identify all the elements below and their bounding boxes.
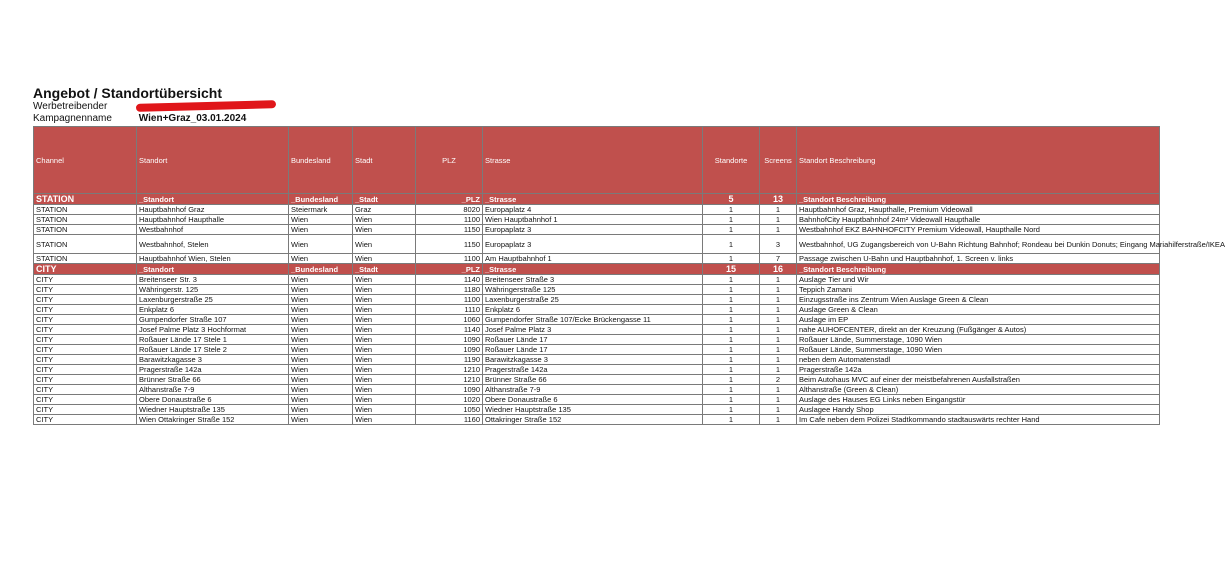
cell-channel: CITY	[34, 305, 137, 315]
cell-screens: 1	[760, 345, 797, 355]
advertiser-label: Werbetreibender	[33, 101, 108, 112]
cell-strasse: Wiedner Hauptstraße 135	[483, 405, 703, 415]
column-header-channel: Channel	[34, 127, 137, 194]
cell-beschreibung: Auslage im EP	[797, 315, 1160, 325]
cell-beschreibung: nahe AUHOFCENTER, direkt an der Kreuzung (Fußgänger & Autos)	[797, 325, 1160, 335]
summary-cell-bundesland: _Bundesland	[289, 194, 353, 205]
table-row	[34, 365, 1160, 375]
summary-cell-screens: 16	[760, 264, 797, 275]
table-row	[34, 305, 1160, 315]
cell-bundesland: Wien	[289, 345, 353, 355]
table-row	[34, 205, 1160, 215]
cell-standorte: 1	[703, 305, 760, 315]
cell-bundesland: Wien	[289, 254, 353, 264]
cell-beschreibung: Im Cafe neben dem Polizei Stadtkommando stadtauswärts rechter Hand	[797, 415, 1160, 425]
cell-bundesland: Wien	[289, 305, 353, 315]
cell-channel: CITY	[34, 345, 137, 355]
cell-standort: Obere Donaustraße 6	[137, 395, 289, 405]
cell-standorte: 1	[703, 325, 760, 335]
cell-stadt: Wien	[353, 315, 416, 325]
cell-bundesland: Wien	[289, 365, 353, 375]
cell-screens: 1	[760, 295, 797, 305]
table-row	[34, 225, 1160, 235]
campaign-value: Wien+Graz_03.01.2024	[138, 113, 247, 124]
cell-beschreibung: Auslage Tier und Wir	[797, 275, 1160, 285]
cell-standort: Währingerstr. 125	[137, 285, 289, 295]
table-row	[34, 415, 1160, 425]
cell-channel: CITY	[34, 405, 137, 415]
table-row	[34, 335, 1160, 345]
cell-channel: CITY	[34, 355, 137, 365]
cell-standort: Althanstraße 7-9	[137, 385, 289, 395]
cell-beschreibung: Westbahnhof, UG Zugangsbereich von U-Bahn Richtung Bahnhof; Rondeau bei Dunkin Donuts; Eingang Mariahilferstraße/IKEA	[797, 235, 1160, 254]
table-row	[34, 275, 1160, 285]
cell-stadt: Wien	[353, 305, 416, 315]
cell-strasse: Europaplatz 3	[483, 235, 703, 254]
cell-standorte: 1	[703, 225, 760, 235]
cell-standorte: 1	[703, 235, 760, 254]
cell-screens: 1	[760, 405, 797, 415]
cell-standorte: 1	[703, 295, 760, 305]
section-summary-row	[34, 194, 1160, 205]
cell-standort: Gumpendorfer Straße 107	[137, 315, 289, 325]
table-row	[34, 235, 1160, 254]
summary-cell-channel: CITY	[34, 264, 137, 275]
cell-stadt: Wien	[353, 225, 416, 235]
cell-standort: Brünner Straße 66	[137, 375, 289, 385]
cell-stadt: Wien	[353, 395, 416, 405]
cell-plz: 8020	[416, 205, 483, 215]
summary-cell-plz: _PLZ	[416, 264, 483, 275]
cell-bundesland: Wien	[289, 325, 353, 335]
campaign-label: Kampagnenname	[33, 113, 112, 124]
cell-beschreibung: BahnhofCity Hauptbahnhof 24m² Videowall Haupthalle	[797, 215, 1160, 225]
cell-strasse: Brünner Straße 66	[483, 375, 703, 385]
cell-stadt: Wien	[353, 275, 416, 285]
cell-plz: 1210	[416, 365, 483, 375]
cell-screens: 1	[760, 225, 797, 235]
cell-standorte: 1	[703, 405, 760, 415]
cell-stadt: Wien	[353, 325, 416, 335]
cell-screens: 1	[760, 355, 797, 365]
cell-channel: STATION	[34, 254, 137, 264]
summary-cell-screens: 13	[760, 194, 797, 205]
cell-screens: 1	[760, 275, 797, 285]
cell-plz: 1090	[416, 385, 483, 395]
campaign-row	[33, 113, 1159, 125]
cell-bundesland: Wien	[289, 355, 353, 365]
cell-stadt: Wien	[353, 285, 416, 295]
cell-strasse: Althanstraße 7-9	[483, 385, 703, 395]
cell-strasse: Am Hauptbahnhof 1	[483, 254, 703, 264]
cell-standorte: 1	[703, 315, 760, 325]
column-header-plz: PLZ	[416, 127, 483, 194]
cell-stadt: Wien	[353, 375, 416, 385]
cell-screens: 1	[760, 305, 797, 315]
cell-screens: 1	[760, 285, 797, 295]
cell-beschreibung: Hauptbahnhof Graz, Haupthalle, Premium Videowall	[797, 205, 1160, 215]
cell-bundesland: Wien	[289, 375, 353, 385]
cell-beschreibung: Auslage Green & Clean	[797, 305, 1160, 315]
cell-bundesland: Wien	[289, 315, 353, 325]
table-row	[34, 345, 1160, 355]
cell-stadt: Wien	[353, 405, 416, 415]
cell-plz: 1050	[416, 405, 483, 415]
cell-strasse: Barawitzkagasse 3	[483, 355, 703, 365]
cell-standort: Barawitzkagasse 3	[137, 355, 289, 365]
column-header-stadt: Stadt	[353, 127, 416, 194]
summary-cell-stadt: _Stadt	[353, 194, 416, 205]
cell-beschreibung: Beim Autohaus MVC auf einer der meistbefahrenen Ausfallstraßen	[797, 375, 1160, 385]
cell-strasse: Breitenseer Straße 3	[483, 275, 703, 285]
cell-standorte: 1	[703, 285, 760, 295]
cell-channel: STATION	[34, 215, 137, 225]
cell-plz: 1100	[416, 254, 483, 264]
cell-stadt: Wien	[353, 355, 416, 365]
cell-channel: CITY	[34, 375, 137, 385]
table-row	[34, 254, 1160, 264]
cell-strasse: Ottakringer Straße 152	[483, 415, 703, 425]
summary-cell-plz: _PLZ	[416, 194, 483, 205]
cell-standorte: 1	[703, 335, 760, 345]
table-row	[34, 285, 1160, 295]
cell-channel: CITY	[34, 275, 137, 285]
cell-beschreibung: Auslage des Hauses EG Links neben Eingangstür	[797, 395, 1160, 405]
cell-bundesland: Wien	[289, 295, 353, 305]
cell-standort: Westbahnhof, Stelen	[137, 235, 289, 254]
summary-cell-standort: _Standort	[137, 264, 289, 275]
cell-stadt: Wien	[353, 254, 416, 264]
cell-beschreibung: Pragerstraße 142a	[797, 365, 1160, 375]
cell-screens: 3	[760, 235, 797, 254]
cell-stadt: Wien	[353, 215, 416, 225]
cell-standort: Wiedner Hauptstraße 135	[137, 405, 289, 415]
cell-standort: Josef Palme Platz 3 Hochformat	[137, 325, 289, 335]
cell-standorte: 1	[703, 395, 760, 405]
cell-bundesland: Wien	[289, 275, 353, 285]
cell-plz: 1020	[416, 395, 483, 405]
cell-standort: Hauptbahnhof Graz	[137, 205, 289, 215]
table-row	[34, 385, 1160, 395]
cell-channel: CITY	[34, 325, 137, 335]
cell-standort: Roßauer Lände 17 Stele 1	[137, 335, 289, 345]
cell-plz: 1060	[416, 315, 483, 325]
cell-standorte: 1	[703, 365, 760, 375]
cell-plz: 1190	[416, 355, 483, 365]
cell-plz: 1150	[416, 235, 483, 254]
cell-stadt: Wien	[353, 335, 416, 345]
cell-channel: CITY	[34, 315, 137, 325]
cell-stadt: Wien	[353, 345, 416, 355]
section-summary-row	[34, 264, 1160, 275]
cell-strasse: Wien Hauptbahnhof 1	[483, 215, 703, 225]
cell-strasse: Enkplatz 6	[483, 305, 703, 315]
table-row	[34, 215, 1160, 225]
column-header-screens: Screens	[760, 127, 797, 194]
cell-standorte: 1	[703, 415, 760, 425]
advertiser-row	[33, 101, 1159, 113]
cell-standort: Westbahnhof	[137, 225, 289, 235]
cell-screens: 1	[760, 335, 797, 345]
cell-plz: 1100	[416, 215, 483, 225]
cell-bundesland: Wien	[289, 405, 353, 415]
cell-channel: CITY	[34, 285, 137, 295]
cell-beschreibung: Einzugsstraße ins Zentrum Wien Auslage Green & Clean	[797, 295, 1160, 305]
cell-strasse: Gumpendorfer Straße 107/Ecke Brückengasse 11	[483, 315, 703, 325]
cell-beschreibung: Auslagee Handy Shop	[797, 405, 1160, 415]
summary-cell-beschreibung: _Standort Beschreibung	[797, 264, 1160, 275]
cell-channel: CITY	[34, 385, 137, 395]
cell-plz: 1090	[416, 345, 483, 355]
cell-plz: 1160	[416, 415, 483, 425]
cell-beschreibung: Teppich Zamani	[797, 285, 1160, 295]
cell-screens: 2	[760, 375, 797, 385]
column-header-standorte: Standorte	[703, 127, 760, 194]
column-header-bundesland: Bundesland	[289, 127, 353, 194]
cell-standort: Hauptbahnhof Haupthalle	[137, 215, 289, 225]
cell-strasse: Laxenburgerstraße 25	[483, 295, 703, 305]
cell-strasse: Europaplatz 4	[483, 205, 703, 215]
cell-stadt: Wien	[353, 235, 416, 254]
summary-cell-bundesland: _Bundesland	[289, 264, 353, 275]
cell-plz: 1210	[416, 375, 483, 385]
cell-standort: Pragerstraße 142a	[137, 365, 289, 375]
cell-standort: Roßauer Lände 17 Stele 2	[137, 345, 289, 355]
cell-channel: STATION	[34, 225, 137, 235]
cell-strasse: Roßauer Lände 17	[483, 335, 703, 345]
column-header-standort: Standort	[137, 127, 289, 194]
cell-plz: 1110	[416, 305, 483, 315]
cell-screens: 7	[760, 254, 797, 264]
cell-standort: Breitenseer Str. 3	[137, 275, 289, 285]
cell-screens: 1	[760, 205, 797, 215]
cell-beschreibung: neben dem Automatenstadl	[797, 355, 1160, 365]
summary-cell-channel: STATION	[34, 194, 137, 205]
table-row	[34, 325, 1160, 335]
cell-screens: 1	[760, 415, 797, 425]
cell-standorte: 1	[703, 375, 760, 385]
cell-strasse: Obere Donaustraße 6	[483, 395, 703, 405]
cell-standorte: 1	[703, 345, 760, 355]
cell-bundesland: Wien	[289, 225, 353, 235]
cell-standort: Hauptbahnhof Wien, Stelen	[137, 254, 289, 264]
summary-cell-stadt: _Stadt	[353, 264, 416, 275]
cell-standorte: 1	[703, 215, 760, 225]
table-row	[34, 355, 1160, 365]
cell-bundesland: Wien	[289, 415, 353, 425]
document-sheet	[33, 85, 1225, 425]
cell-channel: STATION	[34, 235, 137, 254]
cell-bundesland: Wien	[289, 395, 353, 405]
cell-channel: CITY	[34, 335, 137, 345]
summary-cell-strasse: _Strasse	[483, 194, 703, 205]
cell-stadt: Wien	[353, 295, 416, 305]
cell-beschreibung: Roßauer Lände, Summerstage, 1090 Wien	[797, 345, 1160, 355]
cell-channel: CITY	[34, 415, 137, 425]
cell-strasse: Währingerstraße 125	[483, 285, 703, 295]
table-header-row	[34, 127, 1160, 194]
cell-standorte: 1	[703, 275, 760, 285]
cell-screens: 1	[760, 385, 797, 395]
summary-cell-standort: _Standort	[137, 194, 289, 205]
column-header-beschreibung: Standort Beschreibung	[797, 127, 1160, 194]
cell-bundesland: Wien	[289, 385, 353, 395]
cell-standort: Wien Ottakringer Straße 152	[137, 415, 289, 425]
cell-strasse: Josef Palme Platz 3	[483, 325, 703, 335]
cell-screens: 1	[760, 325, 797, 335]
cell-screens: 1	[760, 395, 797, 405]
cell-beschreibung: Roßauer Lände, Summerstage, 1090 Wien	[797, 335, 1160, 345]
summary-cell-beschreibung: _Standort Beschreibung	[797, 194, 1160, 205]
cell-screens: 1	[760, 215, 797, 225]
cell-standort: Enkplatz 6	[137, 305, 289, 315]
cell-standorte: 1	[703, 205, 760, 215]
cell-plz: 1090	[416, 335, 483, 345]
summary-cell-strasse: _Strasse	[483, 264, 703, 275]
cell-stadt: Wien	[353, 365, 416, 375]
cell-channel: CITY	[34, 365, 137, 375]
cell-bundesland: Wien	[289, 235, 353, 254]
cell-channel: CITY	[34, 295, 137, 305]
cell-beschreibung: Althanstraße (Green & Clean)	[797, 385, 1160, 395]
table-row	[34, 405, 1160, 415]
table-row	[34, 375, 1160, 385]
location-table	[33, 126, 1225, 425]
cell-standorte: 1	[703, 254, 760, 264]
cell-channel: STATION	[34, 205, 137, 215]
redaction-mark	[136, 100, 276, 112]
cell-screens: 1	[760, 315, 797, 325]
cell-plz: 1100	[416, 295, 483, 305]
cell-stadt: Wien	[353, 415, 416, 425]
cell-strasse: Europaplatz 3	[483, 225, 703, 235]
cell-plz: 1150	[416, 225, 483, 235]
cell-bundesland: Wien	[289, 285, 353, 295]
cell-standort: Laxenburgerstraße 25	[137, 295, 289, 305]
summary-cell-standorte: 15	[703, 264, 760, 275]
cell-standorte: 1	[703, 355, 760, 365]
cell-beschreibung: Passage zwischen U-Bahn und Hauptbahnhof, 1. Screen v. links	[797, 254, 1160, 264]
cell-channel: CITY	[34, 395, 137, 405]
cell-stadt: Wien	[353, 385, 416, 395]
column-header-strasse: Strasse	[483, 127, 703, 194]
table-row	[34, 295, 1160, 305]
cell-plz: 1140	[416, 275, 483, 285]
cell-bundesland: Wien	[289, 335, 353, 345]
table-row	[34, 395, 1160, 405]
cell-bundesland: Wien	[289, 215, 353, 225]
cell-plz: 1180	[416, 285, 483, 295]
cell-strasse: Roßauer Lände 17	[483, 345, 703, 355]
summary-cell-standorte: 5	[703, 194, 760, 205]
cell-beschreibung: Westbahnhof EKZ BAHNHOFCITY Premium Videowall, Haupthalle Nord	[797, 225, 1160, 235]
cell-screens: 1	[760, 365, 797, 375]
cell-bundesland: Steiermark	[289, 205, 353, 215]
table-row	[34, 315, 1160, 325]
cell-plz: 1140	[416, 325, 483, 335]
cell-standorte: 1	[703, 385, 760, 395]
page-title: Angebot / Standortübersicht	[33, 85, 222, 101]
cell-stadt: Graz	[353, 205, 416, 215]
cell-strasse: Pragerstraße 142a	[483, 365, 703, 375]
